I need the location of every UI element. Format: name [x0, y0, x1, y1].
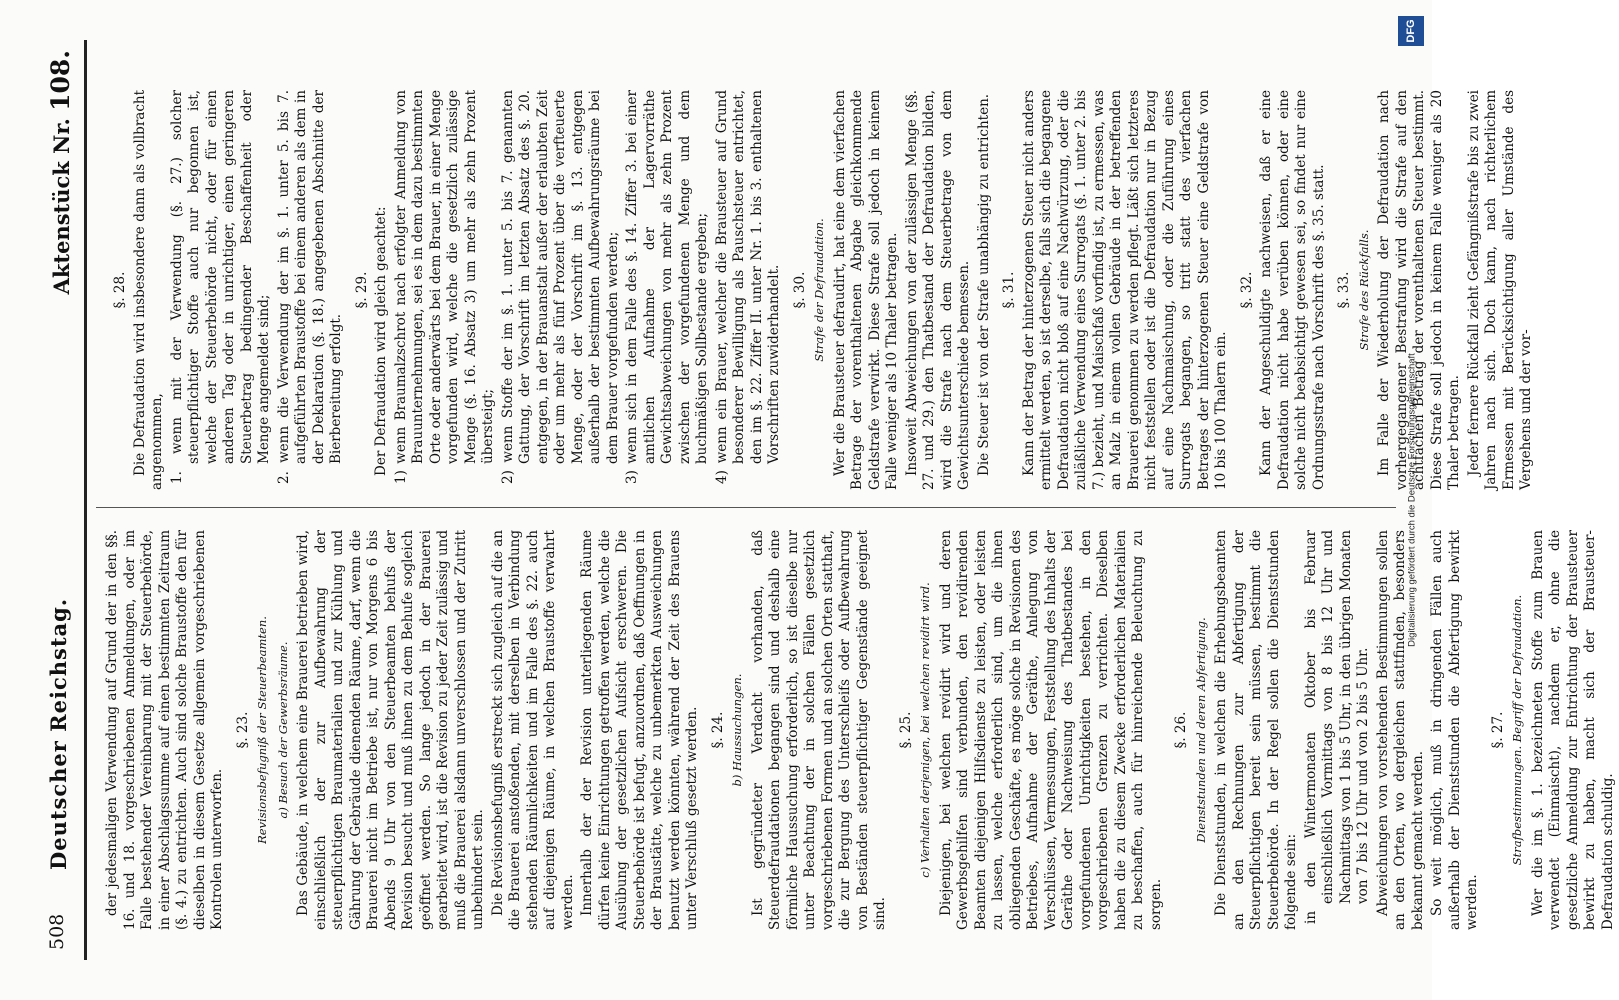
section-heading: §. 24. — [709, 711, 726, 749]
section-subheading: a) Besuch der Gewerbsräume. — [275, 641, 290, 819]
section-subheading: c) Verhalten derjenigen, bei welchen revidirt wird. — [918, 582, 932, 878]
paragraph: Diejenigen, bei welchen revidirt wird und deren Gewerbsgehilfen sind verbunden, den revidirenden Beamten diejenigen Hilfsdienste zu leisten, oder leisten zu lassen, welche erforderlich sind, um die ihnen obliegenden Geschäfte, es möge solche in Revisionen des Betriebes, Aufnahme der Geräthe, Anlegung von Verschlüssen, Vermessungen, Feststellung des Inhalts der Geräthe oder Nachweisung des Thatbestandes bei vorgefundenen Unrichtigkeiten bestehen, in den vorgeschriebenen Grenzen zu verrichten. Dieselben haben die zu diesem Zwecke erforderlichen Materialien zu beschaffen, auch für hinreichende Beleuchtung zu sorgen. — [937, 530, 1164, 930]
paragraph: Kann der Angeschuldigte nachweisen, daß er eine Defraudation nicht habe verüben können, oder eine solche nicht beabsichtigt gewesen sei, so findet nur eine Ordnungsstrafe nach Vorschrift des §. 35. statt. — [1258, 90, 1327, 490]
section-subheading: Strafbestimmungen. Begriff der Defraudation. — [1510, 594, 1524, 866]
section-subheading: Dienststunden und deren Abfertigung. — [1193, 617, 1208, 843]
section-heading: §. 30. — [791, 271, 808, 309]
publication-title: Deutscher Reichstag. — [46, 597, 71, 870]
document-number: 108. — [46, 50, 75, 111]
list-item: 2) wenn Stoffe der im §. 1. unter 5. bis 7. genannten Gattung, der Vorschrift im letzten Absatz des §. 20. entgegen, in der Brauanstalt außer der erlaubten Zeit oder um mehr als fünf Prozent über die verfteuerte Menge, oder der Vorschrift im §. 13. entgegen außerhalb der bestimmten Aufbewahrungsräume bei dem Brauer vorgefunden werden; — [499, 90, 621, 484]
section-subheading: Strafe des Rückfalls. — [1356, 229, 1371, 351]
dfg-logo-text: DFG — [1405, 19, 1417, 43]
section-heading: §. 33. — [1336, 271, 1352, 309]
list-item: in den Wintermonaten Oktober bis Februar einschließlich Vormittags von 8 bis 12 Uhr und Nachmittags von 1 bis 5 Uhr, in den übrigen Monaten von 7 bis 12 Uhr und von 2 bis 5 Uhr. — [1302, 530, 1371, 924]
section-subheading: b) Haussuchungen. — [730, 673, 744, 787]
left-column — [104, 530, 1619, 930]
document-reference — [46, 50, 75, 294]
paragraph: Abweichungen von vorstehenden Bestimmungen sollen an den Orten, wo dergleichen stattfinden, besonders bekannt gemacht werden. — [1374, 530, 1426, 930]
paragraph: Wer die Brausteuer defraudirt, hat eine dem vierfachen Betrage der vorenthaltenen Abgabe gleichkommende Geldstrafe verwirkt. Diese Strafe soll jedoch in keinem Falle weniger als 10 Thaler betragen. — [831, 90, 900, 490]
paragraph: Die Defraudation wird insbesondere dann als vollbracht angenommen, — [131, 90, 165, 490]
paragraph: Innerhalb der der Revision unterliegenden Räume dürfen keine Einrichtungen getroffen werden, welche die Ausübung der gesetzlichen Aufsicht erschweren. Die Steuerbehörde ist befugt, anzuordnen, daß Oeffnungen in der Braustätte, welche zu unbemerkten Ausweichungen benutzt werden könnten, während der Zeit des Brauens unter Verschluß gesetzt werden. — [579, 530, 700, 930]
paragraph: Kann der Betrag der hinterzogenen Steuer nicht anders ermittelt werden, so ist derselbe, falls sich die begangene Defraudation nicht bloß auf eine Nachwürzung, oder die zuläßliche Verwendung eines Surrogats (§. 1. unter 2. bis 7.) bezieht, und Maischfaß vorfindig ist, zu ermessen, was an Malz in einem vollen Gebräude in der betreffenden Brauerei genommen zu werden pflegt. Läßt sich letzteres nicht feststellen oder ist die Defraudation nur in Bezug auf eine Nachmaischung, oder die Zuführung eines Surrogats begangen, so tritt statt des vierfachen Betrages der hinterzogenen Steuer eine Geldstrafe von 10 bis 100 Thalern ein. — [1020, 90, 1229, 490]
credit-text: Digitalisierung gefördert durch die Deutsche Forschungsgemeinschaft — [1406, 353, 1418, 647]
paragraph: Die Dienststunden, in welchen die Erhebungsbeamten an den Rechnungen zur Abfertigung der Steuerpflichtigen bereit sein müssen, bestimmt die Steuerbehörde. In der Regel sollen die Dienststunden folgende sein: — [1213, 530, 1299, 930]
column-divider — [96, 507, 1396, 508]
paragraph: Im Falle der Wiederholung der Defraudation nach vorhergegangener Bestrafung wird die Strafe auf den achtfachen Betrag der vorenthaltenen Steuer bestimmt. Diese Strafe soll jedoch in keinem Falle weniger als 20 Thaler betragen. — [1376, 90, 1462, 490]
page-number: 508 — [46, 913, 68, 950]
paragraph: Die Revisionsbefugniß erstreckt sich zugleich auf die an die Brauerei anstoßenden, mit derselben in Verbindung stehenden Räumlichkeiten und im Falle des §. 22. auch auf diejenigen Räume, in welchen Braustoffe verwahrt werden. — [489, 530, 576, 930]
list-item: 3) wenn sich in dem Falle des §. 14. Ziffer 3. bei einer amtlichen Aufnahme der Lagervorräthe Gewichtsabweichungen von mehr als zehn Prozent zwischen der vorgefundenen Menge und dem buchmäßigen Sollbestande ergeben; — [624, 90, 710, 484]
section-subheading: Revisionsbefugniß der Steuerbeamten. — [255, 616, 269, 844]
paragraph: Die Steuer ist von der Strafe unabhängig zu entrichten. — [975, 93, 992, 476]
paragraph: Ist gegründeter Verdacht vorhanden, daß Steuerdefraudationen begangen sind und deshalb eine förmliche Haussuchung erforderlich, so ist dieselbe nur unter Beachtung der in solchen Fällen gesetzlich vorgeschriebenen Formen und an solchen Orten statthaft, die zur Bergung des Unterschleifs oder Aufbewahrung von Beständen steuerpflichtiger Gegenstände geeignet sind. — [749, 530, 888, 930]
section-heading: §. 23. — [234, 711, 251, 749]
section-heading: §. 31. — [1001, 271, 1017, 309]
section-heading: §. 32. — [1238, 271, 1255, 309]
document-label: Aktenstück Nr. — [49, 118, 74, 295]
section-subheading: Strafe der Defraudation. — [812, 218, 826, 362]
paragraph: Jeder fernere Rückfall zieht Gefängnißstrafe bis zu zwei Jahren nach sich. Doch kann, nach richterlichem Ermessen mit Berücksichtigung aller Umstände des Vergehens und der vor- — [1465, 90, 1534, 490]
paragraph: So weit möglich, muß in dringenden Fällen auch außerhalb der Dienststunden die Abfertigung bewirkt werden. — [1429, 530, 1480, 930]
paragraph: Das Gebäude, in welchem eine Brauerei betrieben wird, einschließlich der zur Aufbewahrung der steuerpflichtigen Braumaterialien und zur Kühlung und Gährung der Gebräude dienenden Räume, darf, wenn die Brauerei nicht im Betriebe ist, nur von Morgens 6 bis Abends 9 Uhr von den Steuerbeamten behufs der Revision besucht und muß ihnen zu dem Behufe sogleich geöffnet werden. So lange jedoch in der Brauerei gearbeitet wird, ist die Revision zu jeder Zeit zulässig und muß die Brauerei alsdann unverschlossen und der Zutritt unbehindert sein. — [295, 530, 486, 930]
digitization-credit — [1396, 8, 1428, 992]
intro-paragraph: der jedesmaligen Verwendung auf Grund der in den §§. 16. und 18. vorgeschriebenen Anmeldungen, oder im Falle bestehender Vereinbarung mit der Steuerbehörde, in einer Abschlagssumme auf einen bestimmten Zeitraum (§. 4.) zu entrichten. Auch sind solche Braustoffe den für dieselben in diesem Gesetze allgemein vorgeschriebenen Kontrolen unterworfen. — [104, 530, 225, 930]
list-item: 2. wenn die Verwendung der im §. 1. unter 5. bis 7. aufgeführten Braustoffe bei einem anderen als dem in der Deklaration (§. 18.) angegebenen Abschnitte der Bierbereitung erfolgt. — [275, 90, 344, 484]
section-heading: §. 25. — [897, 711, 914, 749]
section-heading: §. 29. — [353, 271, 370, 309]
right-column — [104, 90, 1538, 490]
page-header — [46, 50, 86, 950]
paragraph: Wer die im §. 1. bezeichneten Stoffe zum Brauen verwendet (Einmaischt), nachdem er, ohne die gesetzliche Anmeldung zur Entrichtung der Brausteuer bewirkt zu haben, macht sich der Brausteuer-Defraudation schuldig. — [1529, 530, 1616, 930]
paragraph: Der Defraudation wird gleich geachtet: — [373, 206, 389, 476]
section-heading: §. 27. — [1489, 711, 1506, 749]
section-heading: §. 26. — [1173, 711, 1189, 749]
list-item: 1) wenn Braumalzschrot nach erfolgter Anmeldung von Brauunternehmungen, sei es in dem dazu bestimmten Orte oder anderwärts bei dem Brauer, in einer Menge vorgefunden wird, welche die gesetzlich zulässige Menge (§. 16. Absatz 3) um mehr als zehn Prozent übersteigt; — [392, 90, 496, 484]
section-heading: §. 28. — [112, 271, 128, 309]
list-item: 4) wenn ein Brauer, welcher die Brausteuer auf Grund besonderer Bewilligung als Pauschsteuer entrichtet, den im §. 22. Ziffer II. unter Nr. 1. bis 3. enthaltenen Vorschriften zuwiderhandelt. — [713, 90, 782, 484]
list-item: 1. wenn mit der Verwendung (§. 27.) solcher steuerpflichtiger Stoffe auch nur begonnen ist, welche der Steuerbehörde nicht, oder für einen anderen Tag oder in unrichtiger, einen geringeren Steuerbetrag bedingender Beschaffenheit oder Menge angemeldet sind; — [168, 90, 272, 484]
header-rule — [84, 40, 87, 960]
dfg-logo — [1398, 16, 1424, 46]
paragraph: Insoweit Abweichungen von der zulässigen Menge (§§. 27. und 29.) den Thatbestand der Defraudation bilden, wird die Strafe nach dem Steuerbetrage von dem Gewichtsunterschiede bemessen. — [903, 90, 972, 490]
